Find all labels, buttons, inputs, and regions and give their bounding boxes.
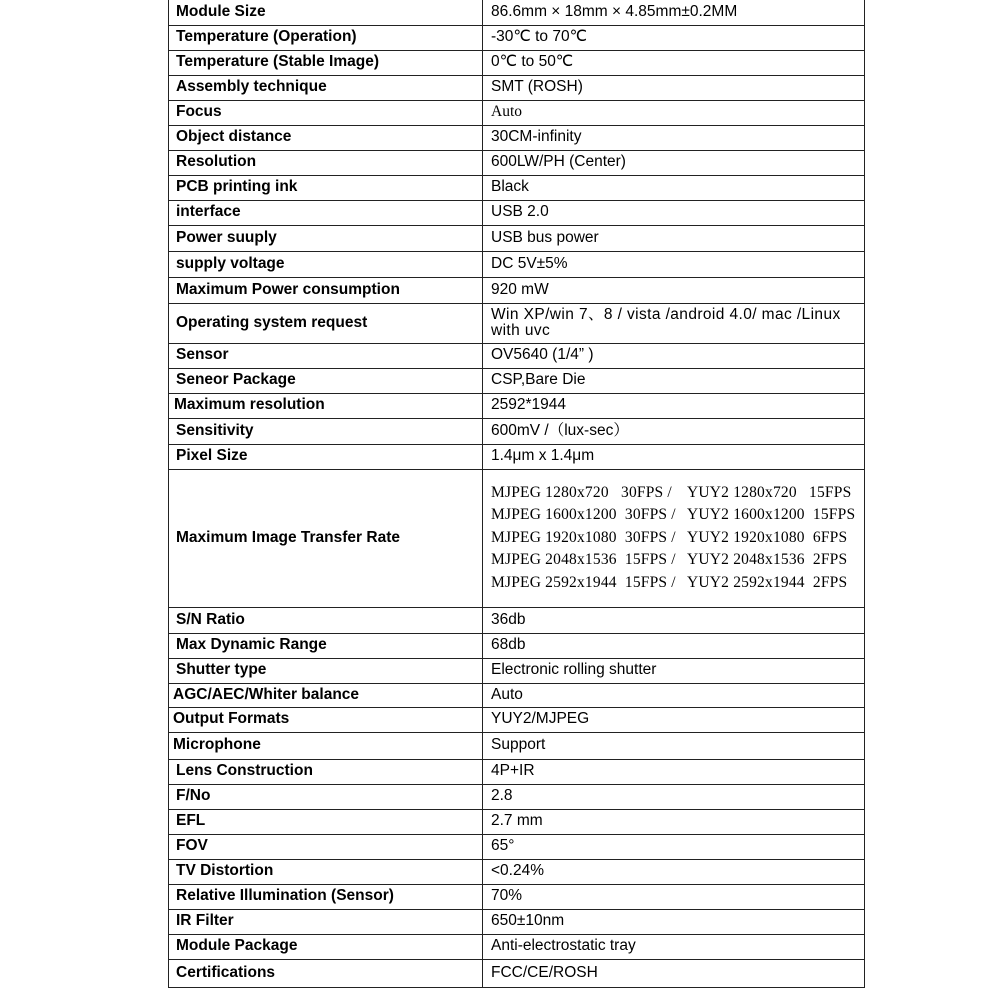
table-row xyxy=(169,759,865,784)
transfer-rate-line xyxy=(491,549,858,572)
spec-value: 2.7 mm xyxy=(483,809,865,834)
transfer-rate-line xyxy=(491,572,858,595)
spec-key: Resolution xyxy=(169,150,483,175)
table-row xyxy=(169,277,865,303)
spec-value: 920 mW xyxy=(483,277,865,303)
spec-value: DC 5V±5% xyxy=(483,251,865,277)
spec-value: 2592*1944 xyxy=(483,393,865,418)
table-row xyxy=(169,732,865,759)
table-row xyxy=(169,707,865,732)
spec-key: Module Package xyxy=(169,934,483,959)
table-row xyxy=(169,125,865,150)
table-row xyxy=(169,393,865,418)
table-row xyxy=(169,225,865,251)
spec-key: Sensor xyxy=(169,343,483,368)
table-row xyxy=(169,784,865,809)
spec-value: 86.6mm × 18mm × 4.85mm±0.2MM xyxy=(483,0,865,25)
table-row xyxy=(169,25,865,50)
table-row xyxy=(169,343,865,368)
spec-value: 600LW/PH (Center) xyxy=(483,150,865,175)
spec-key: Shutter type xyxy=(169,658,483,683)
table-row xyxy=(169,50,865,75)
table-row xyxy=(169,809,865,834)
table-row xyxy=(169,683,865,707)
spec-sheet xyxy=(168,0,860,993)
table-row xyxy=(169,0,865,25)
transfer-rate-line xyxy=(491,504,858,527)
spec-value: Auto xyxy=(483,100,865,125)
table-row xyxy=(169,303,865,343)
spec-key: IR Filter xyxy=(169,909,483,934)
spec-value: 2.8 xyxy=(483,784,865,809)
table-row xyxy=(169,200,865,225)
spec-value: USB 2.0 xyxy=(483,200,865,225)
table-row xyxy=(169,368,865,393)
table-row xyxy=(169,75,865,100)
table-row xyxy=(169,934,865,959)
spec-key: TV Distortion xyxy=(169,859,483,884)
spec-value: 30CM-infinity xyxy=(483,125,865,150)
spec-value: Win XP/win 7、8 / vista /android 4.0/ mac /Linux with uvc xyxy=(483,303,865,343)
spec-key: AGC/AEC/Whiter balance xyxy=(169,683,483,707)
table-row xyxy=(169,633,865,658)
table-row xyxy=(169,909,865,934)
table-row xyxy=(169,658,865,683)
spec-key: Module Size xyxy=(169,0,483,25)
spec-value: OV5640 (1/4” ) xyxy=(483,343,865,368)
spec-value: Auto xyxy=(483,683,865,707)
mjpeg-rate: MJPEG 2592x1944 15FPS / xyxy=(491,573,676,591)
mjpeg-rate: MJPEG 1600x1200 30FPS / xyxy=(491,506,676,524)
table-row xyxy=(169,418,865,444)
table-row xyxy=(169,469,865,607)
spec-key: Object distance xyxy=(169,125,483,150)
spec-value: 1.4μm x 1.4μm xyxy=(483,444,865,469)
yuy2-rate: YUY2 2048x1536 2FPS xyxy=(687,551,848,569)
spec-value: -30℃ to 70℃ xyxy=(483,25,865,50)
table-row xyxy=(169,251,865,277)
spec-value: 0℃ to 50℃ xyxy=(483,50,865,75)
spec-key: Maximum Image Transfer Rate xyxy=(169,469,483,607)
spec-value: FCC/CE/ROSH xyxy=(483,959,865,987)
spec-key: Certifications xyxy=(169,959,483,987)
transfer-rate-list xyxy=(483,469,865,607)
spec-value: Support xyxy=(483,732,865,759)
spec-value: Electronic rolling shutter xyxy=(483,658,865,683)
spec-value: <0.24% xyxy=(483,859,865,884)
spec-value: SMT (ROSH) xyxy=(483,75,865,100)
spec-value: 600mV /（lux-sec） xyxy=(483,418,865,444)
spec-key: Sensitivity xyxy=(169,418,483,444)
transfer-rate-line xyxy=(491,527,858,550)
spec-value: 36db xyxy=(483,607,865,633)
table-row xyxy=(169,175,865,200)
spec-value: 650±10nm xyxy=(483,909,865,934)
spec-value: 68db xyxy=(483,633,865,658)
spec-key: S/N Ratio xyxy=(169,607,483,633)
table-row xyxy=(169,607,865,633)
mjpeg-rate: MJPEG 2048x1536 15FPS / xyxy=(491,551,676,569)
spec-value: 65° xyxy=(483,834,865,859)
spec-key: supply voltage xyxy=(169,251,483,277)
spec-key: Pixel Size xyxy=(169,444,483,469)
spec-key: FOV xyxy=(169,834,483,859)
spec-key: Operating system request xyxy=(169,303,483,343)
spec-key: Maximum Power consumption xyxy=(169,277,483,303)
spec-key: Output Formats xyxy=(169,707,483,732)
table-row xyxy=(169,959,865,987)
spec-key: Max Dynamic Range xyxy=(169,633,483,658)
spec-value: USB bus power xyxy=(483,225,865,251)
yuy2-rate: YUY2 1920x1080 6FPS xyxy=(687,528,848,546)
spec-key: Temperature (Stable Image) xyxy=(169,50,483,75)
spec-value: Anti-electrostatic tray xyxy=(483,934,865,959)
table-row xyxy=(169,150,865,175)
mjpeg-rate: MJPEG 1280x720 30FPS / xyxy=(491,483,672,501)
table-row xyxy=(169,444,865,469)
spec-value: 4P+IR xyxy=(483,759,865,784)
table-row xyxy=(169,884,865,909)
spec-value: Black xyxy=(483,175,865,200)
spec-key: Temperature (Operation) xyxy=(169,25,483,50)
yuy2-rate: YUY2 1600x1200 15FPS xyxy=(687,506,856,524)
spec-key: EFL xyxy=(169,809,483,834)
yuy2-rate: YUY2 1280x720 15FPS xyxy=(687,483,852,501)
spec-key: F/No xyxy=(169,784,483,809)
spec-key: Assembly technique xyxy=(169,75,483,100)
spec-value: YUY2/MJPEG xyxy=(483,707,865,732)
spec-key: Seneor Package xyxy=(169,368,483,393)
spec-key: Focus xyxy=(169,100,483,125)
spec-table xyxy=(168,0,865,988)
table-row xyxy=(169,859,865,884)
yuy2-rate: YUY2 2592x1944 2FPS xyxy=(687,573,848,591)
spec-key: Relative Illumination (Sensor) xyxy=(169,884,483,909)
spec-value: CSP,Bare Die xyxy=(483,368,865,393)
spec-key: Lens Construction xyxy=(169,759,483,784)
table-row xyxy=(169,834,865,859)
spec-key: Maximum resolution xyxy=(169,393,483,418)
spec-value: 70% xyxy=(483,884,865,909)
spec-key: interface xyxy=(169,200,483,225)
spec-key: PCB printing ink xyxy=(169,175,483,200)
table-row xyxy=(169,100,865,125)
mjpeg-rate: MJPEG 1920x1080 30FPS / xyxy=(491,528,676,546)
spec-key: Microphone xyxy=(169,732,483,759)
spec-key: Power suuply xyxy=(169,225,483,251)
transfer-rate-line xyxy=(491,482,858,505)
